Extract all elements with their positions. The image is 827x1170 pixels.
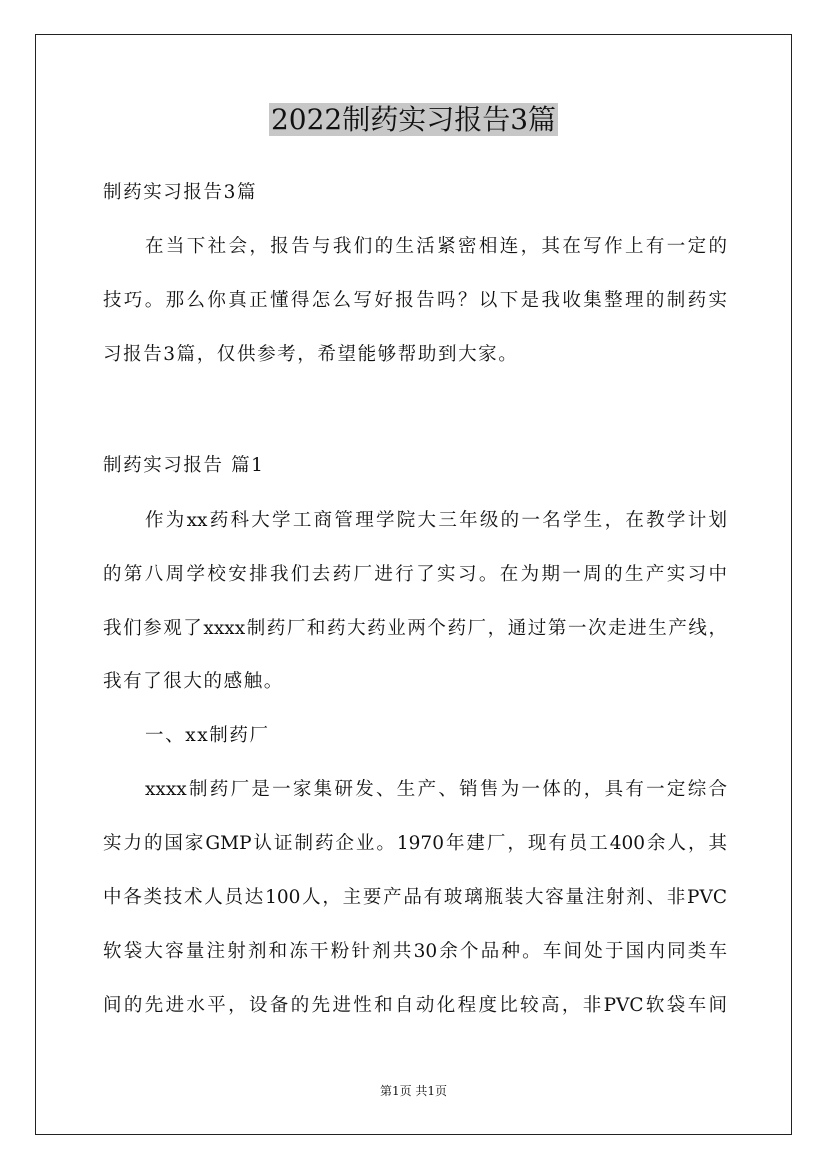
document-subtitle: 制药实习报告3篇 <box>103 182 258 203</box>
document-title: 2022制药实习报告3篇 <box>270 103 557 136</box>
intro-line-1: 在当下社会，报告与我们的生活紧密相连，其在写作上有一定的 <box>145 236 727 257</box>
intro-line-3: 习报告3篇，仅供参考，希望能够帮助到大家。 <box>103 344 519 365</box>
paragraph2-line-4: 软袋大容量注射剂和冻干粉针剂共30余个品种。车间处于国内同类车 <box>103 941 727 962</box>
paragraph2-line-5: 间的先进水平，设备的先进性和自动化程度比较高，非PVC软袋车间 <box>103 995 727 1016</box>
paragraph2-line-1: xxxx制药厂是一家集研发、生产、销售为一体的，具有一定综合 <box>145 779 727 800</box>
paragraph-line-2: 的第八周学校安排我们去药厂进行了实习。在为期一周的生产实习中 <box>103 564 727 585</box>
section-heading: 制药实习报告 篇1 <box>103 455 265 476</box>
paragraph2-line-3: 中各类技术人员达100人，主要产品有玻璃瓶装大容量注射剂、非PVC <box>103 887 727 908</box>
paragraph-line-1: 作为xx药科大学工商管理学院大三年级的一名学生，在教学计划 <box>145 510 727 531</box>
paragraph-line-4: 我有了很大的感触。 <box>103 671 284 692</box>
subsection-heading: 一、xx制药厂 <box>145 725 270 746</box>
intro-line-2: 技巧。那么你真正懂得怎么写好报告吗？以下是我收集整理的制药实 <box>103 290 727 311</box>
page-footer: 第1页 共1页 <box>379 1084 448 1098</box>
paragraph2-line-2: 实力的国家GMP认证制药企业。1970年建厂，现有员工400余人，其 <box>103 833 727 854</box>
paragraph-line-3: 我们参观了xxxx制药厂和药大药业两个药厂，通过第一次走进生产线， <box>103 618 727 639</box>
